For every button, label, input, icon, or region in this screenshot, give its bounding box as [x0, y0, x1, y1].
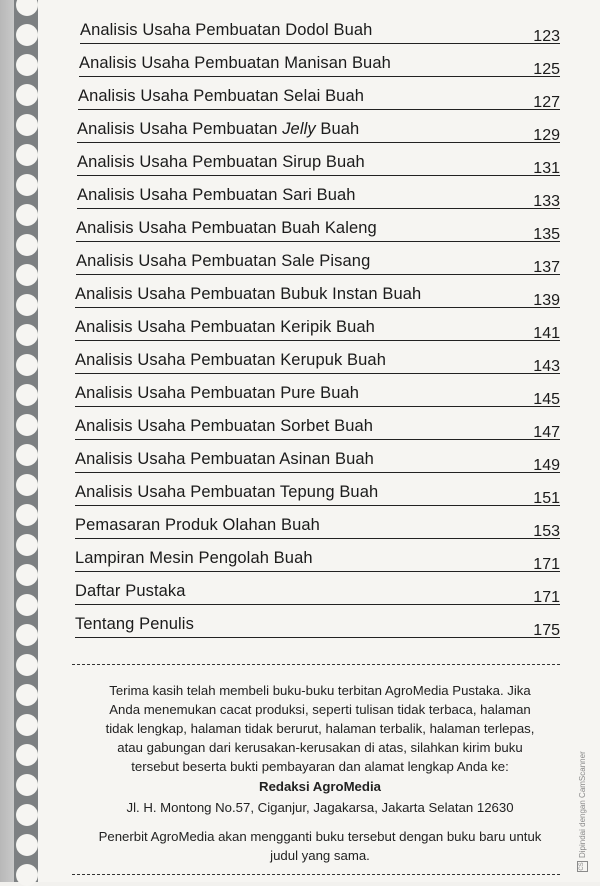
toc-entry: [75, 575, 560, 607]
editor-name: Redaksi AgroMedia: [259, 779, 381, 794]
notice-line: atau gabungan dari kerusakan-kerusakan di atas, silahkan kirim buku: [117, 740, 523, 755]
perforation-notch: [16, 654, 38, 676]
toc-entry: [77, 179, 560, 211]
replacement-note: [75, 827, 565, 865]
toc-entry-title: Analisis Usaha Pembuatan Sorbet Buah: [75, 417, 374, 435]
toc-entry-page: 171: [533, 556, 560, 573]
toc-entry-page: 153: [533, 523, 560, 540]
notice-line: judul yang sama.: [270, 848, 370, 863]
toc-entry-page: 145: [533, 391, 560, 408]
perforation-notch: [16, 684, 38, 706]
toc-entry-title: Analisis Usaha Pembuatan Bubuk Instan Buah: [75, 285, 422, 303]
toc-entry-title: Pemasaran Produk Olahan Buah: [75, 516, 320, 534]
notice-line: Anda menemukan cacat produksi, seperti tulisan tidak terbaca, halaman: [109, 702, 531, 717]
perforation-notch: [16, 744, 38, 766]
toc-entry: [76, 245, 560, 277]
perforation-notch: [16, 864, 38, 886]
toc-underline: [76, 274, 560, 275]
perforation-notch: [16, 834, 38, 856]
toc-entry: [75, 278, 560, 310]
toc-entry: [75, 509, 560, 541]
notice-line: Penerbit AgroMedia akan mengganti buku tersebut dengan buku baru untuk: [98, 829, 542, 844]
toc-title-part: Buah: [315, 120, 360, 138]
toc-underline: [75, 472, 560, 473]
toc-entry-page: 131: [533, 160, 560, 177]
toc-underline: [75, 637, 560, 638]
dashed-divider-top: [72, 664, 560, 665]
notice-line: tidak lengkap, halaman tidak berurut, halaman terbalik, halaman terlepas,: [105, 721, 535, 736]
toc-entry-title: Analisis Usaha Pembuatan Dodol Buah: [80, 21, 373, 39]
toc-entry: [75, 443, 560, 475]
toc-underline: [79, 76, 560, 77]
toc-underline: [77, 208, 560, 209]
toc-entry-title: Analisis Usaha Pembuatan Sari Buah: [77, 186, 356, 204]
camscanner-icon: CS: [577, 861, 588, 872]
toc-underline: [76, 241, 560, 242]
toc-title-part: Analisis Usaha Pembuatan: [77, 120, 283, 138]
publisher-address: [75, 777, 565, 817]
toc-entry: [76, 212, 560, 244]
toc-underline: [75, 538, 560, 539]
toc-entry-page: 135: [533, 226, 560, 243]
address-line: Jl. H. Montong No.57, Ciganjur, Jagakarsa, Jakarta Selatan 12630: [126, 800, 514, 815]
toc-underline: [77, 175, 560, 176]
toc-underline: [77, 142, 560, 143]
toc-entry: [78, 80, 560, 112]
toc-entry-title: Analisis Usaha Pembuatan Sirup Buah: [77, 153, 365, 171]
toc-entry: [75, 476, 560, 508]
toc-underline: [75, 307, 560, 308]
toc-underline: [75, 406, 560, 407]
toc-underline: [78, 109, 560, 110]
perforation-notch: [16, 714, 38, 736]
notice-line: tersebut beserta bukti pembayaran dan alamat lengkap Anda ke:: [131, 759, 509, 774]
toc-entry: [75, 377, 560, 409]
toc-entry-title: Analisis Usaha Pembuatan Pure Buah: [75, 384, 360, 402]
toc-entry-page: 175: [533, 622, 560, 639]
toc-entry-page: 151: [533, 490, 560, 507]
toc-entry-title: Tentang Penulis: [75, 615, 194, 633]
toc-entry-title: Analisis Usaha Pembuatan Asinan Buah: [75, 450, 374, 468]
toc-underline: [75, 439, 560, 440]
toc-entry-page: 143: [533, 358, 560, 375]
toc-underline: [75, 505, 560, 506]
toc-underline: [75, 571, 560, 572]
toc-entry: [79, 47, 560, 79]
toc-entry-page: 129: [533, 127, 560, 144]
toc-entry-page: 137: [533, 259, 560, 276]
toc-entry: [75, 410, 560, 442]
toc-entry-page: 149: [533, 457, 560, 474]
toc-entry: [75, 311, 560, 343]
toc-entry-page: 139: [533, 292, 560, 309]
toc-entry-page: 127: [533, 94, 560, 111]
toc-underline: [75, 340, 560, 341]
scanner-watermark-text: Dipindai dengan CamScanner: [578, 751, 587, 858]
toc-entry-page: 147: [533, 424, 560, 441]
toc-entry-title: Analisis Usaha Pembuatan Buah Kaleng: [76, 219, 377, 237]
toc-entry: [75, 344, 560, 376]
toc-entry-title: [77, 120, 359, 139]
toc-entry-title: Analisis Usaha Pembuatan Kerupuk Buah: [75, 351, 386, 369]
toc-entry-title: Analisis Usaha Pembuatan Sale Pisang: [76, 252, 371, 270]
dashed-divider-bottom: [72, 874, 560, 875]
toc-entry-title: Analisis Usaha Pembuatan Manisan Buah: [79, 54, 391, 72]
toc-entry-title: Analisis Usaha Pembuatan Tepung Buah: [75, 483, 379, 501]
scanner-watermark: [576, 742, 590, 872]
toc-entry: [75, 542, 560, 574]
toc-entry-page: 125: [533, 61, 560, 78]
notice-line: Terima kasih telah membeli buku-buku terbitan AgroMedia Pustaka. Jika: [109, 683, 531, 698]
toc-entry-page: 133: [533, 193, 560, 210]
toc-entry-title: Lampiran Mesin Pengolah Buah: [75, 549, 313, 567]
perforation-notch: [16, 774, 38, 796]
toc-entry: [77, 113, 560, 145]
toc-entry-title: Daftar Pustaka: [75, 582, 186, 600]
toc-entry-page: 171: [533, 589, 560, 606]
toc-entry-title: Analisis Usaha Pembuatan Keripik Buah: [75, 318, 375, 336]
toc-underline: [75, 604, 560, 605]
toc-entry-page: 141: [533, 325, 560, 342]
toc-underline: [75, 373, 560, 374]
defect-notice: [75, 681, 565, 776]
toc-entry-page: 123: [533, 28, 560, 45]
toc-entry-title: Analisis Usaha Pembuatan Selai Buah: [78, 87, 365, 105]
perforation-notch: [16, 804, 38, 826]
toc-entry: [80, 14, 560, 46]
toc-title-italic: Jelly: [282, 120, 316, 138]
toc-entry: [75, 608, 560, 640]
toc-underline: [80, 43, 560, 44]
toc-entry: [77, 146, 560, 178]
